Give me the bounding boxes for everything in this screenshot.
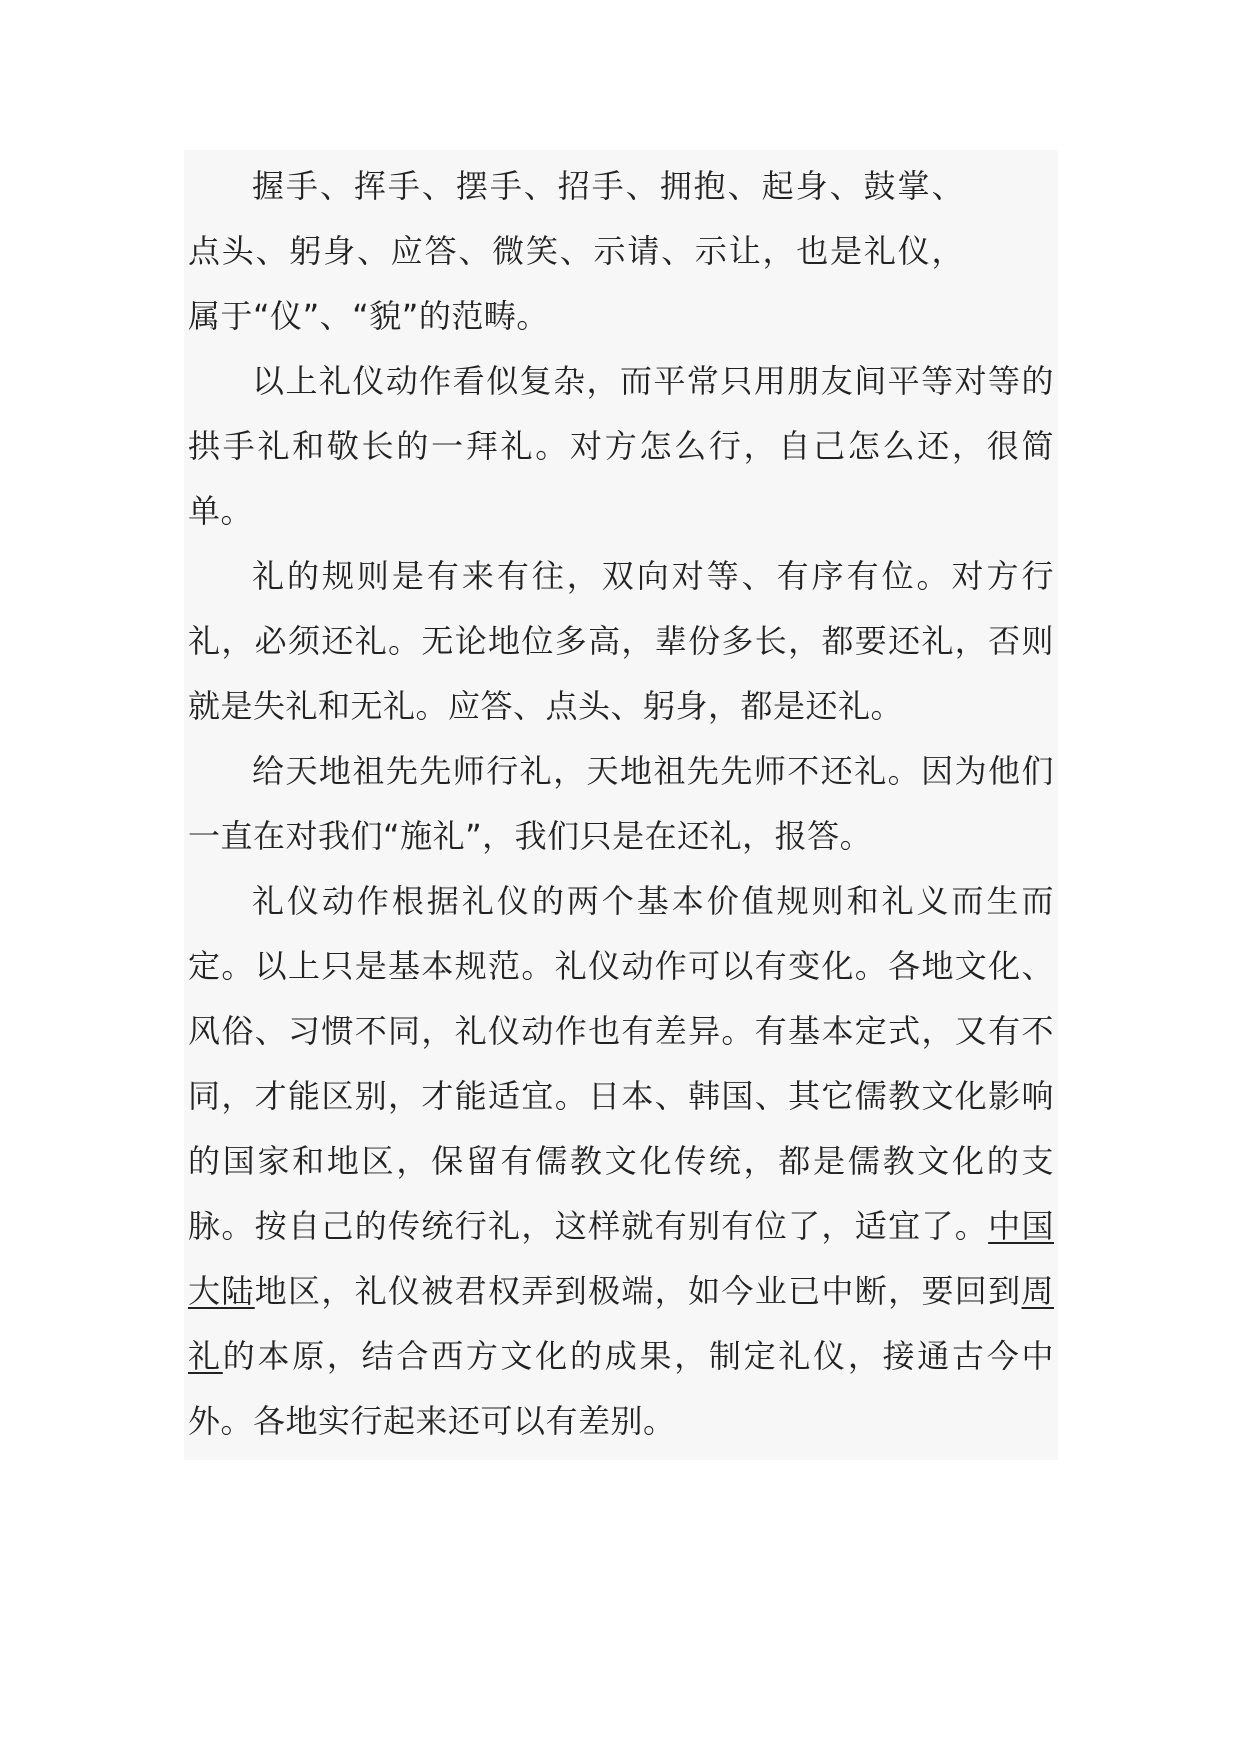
- paragraph-5: [188, 869, 1054, 1454]
- link-zhou-li[interactable]: 周礼: [188, 1272, 1054, 1375]
- paragraph-2-text: 以上礼仪动作看似复杂，而平常只用朋友间平等对等的拱手礼和敬长的一拜礼。对方怎么行，自己怎么还，很简单。: [188, 362, 1054, 530]
- paragraph-1-text: 握手、挥手、摆手、招手、拥抱、起身、鼓掌、点头、躬身、应答、微笑、示请、示让，也是礼仪，属于“仪”、“貌”的范畴。: [188, 167, 964, 335]
- paragraph-4-text: 给天地祖先先师行礼，天地祖先先师不还礼。因为他们一直在对我们“施礼”，我们只是在还礼，报答。: [188, 752, 1054, 855]
- paragraph-5-text-2: 地区，礼仪被君权弄到极端，如今业已中断，要回到: [254, 1272, 1022, 1310]
- paragraph-5-text-3: 的本原，结合西方文化的成果，制定礼仪，接通古今中外。各地实行起来还可以有差别。: [188, 1337, 1054, 1440]
- link-china-mainland[interactable]: 中国大陆: [188, 1207, 1054, 1310]
- paragraph-5-text: 礼仪动作根据礼仪的两个基本价值规则和礼义而生而定。以上只是基本规范。礼仪动作可以有变化。各地文化、风俗、习惯不同，礼仪动作也有差异。有基本定式，又有不同，才能区别，才能适宜。日本、韩国、其它儒教文化影响的国家和地区，保留有儒教文化传统，都是儒教文化的支脉。按自己的传统行礼，这样就有别有位了，适宜了。: [188, 882, 1054, 1245]
- text-block: [184, 150, 1058, 1460]
- paragraph-1: [188, 154, 1054, 349]
- paragraph-2: [188, 349, 1054, 544]
- paragraph-3-text: 礼的规则是有来有往，双向对等、有序有位。对方行礼，必须还礼。无论地位多高，辈份多长，都要还礼，否则就是失礼和无礼。应答、点头、躬身，都是还礼。: [188, 557, 1054, 725]
- paragraph-3: [188, 544, 1054, 739]
- paragraph-4: [188, 739, 1054, 869]
